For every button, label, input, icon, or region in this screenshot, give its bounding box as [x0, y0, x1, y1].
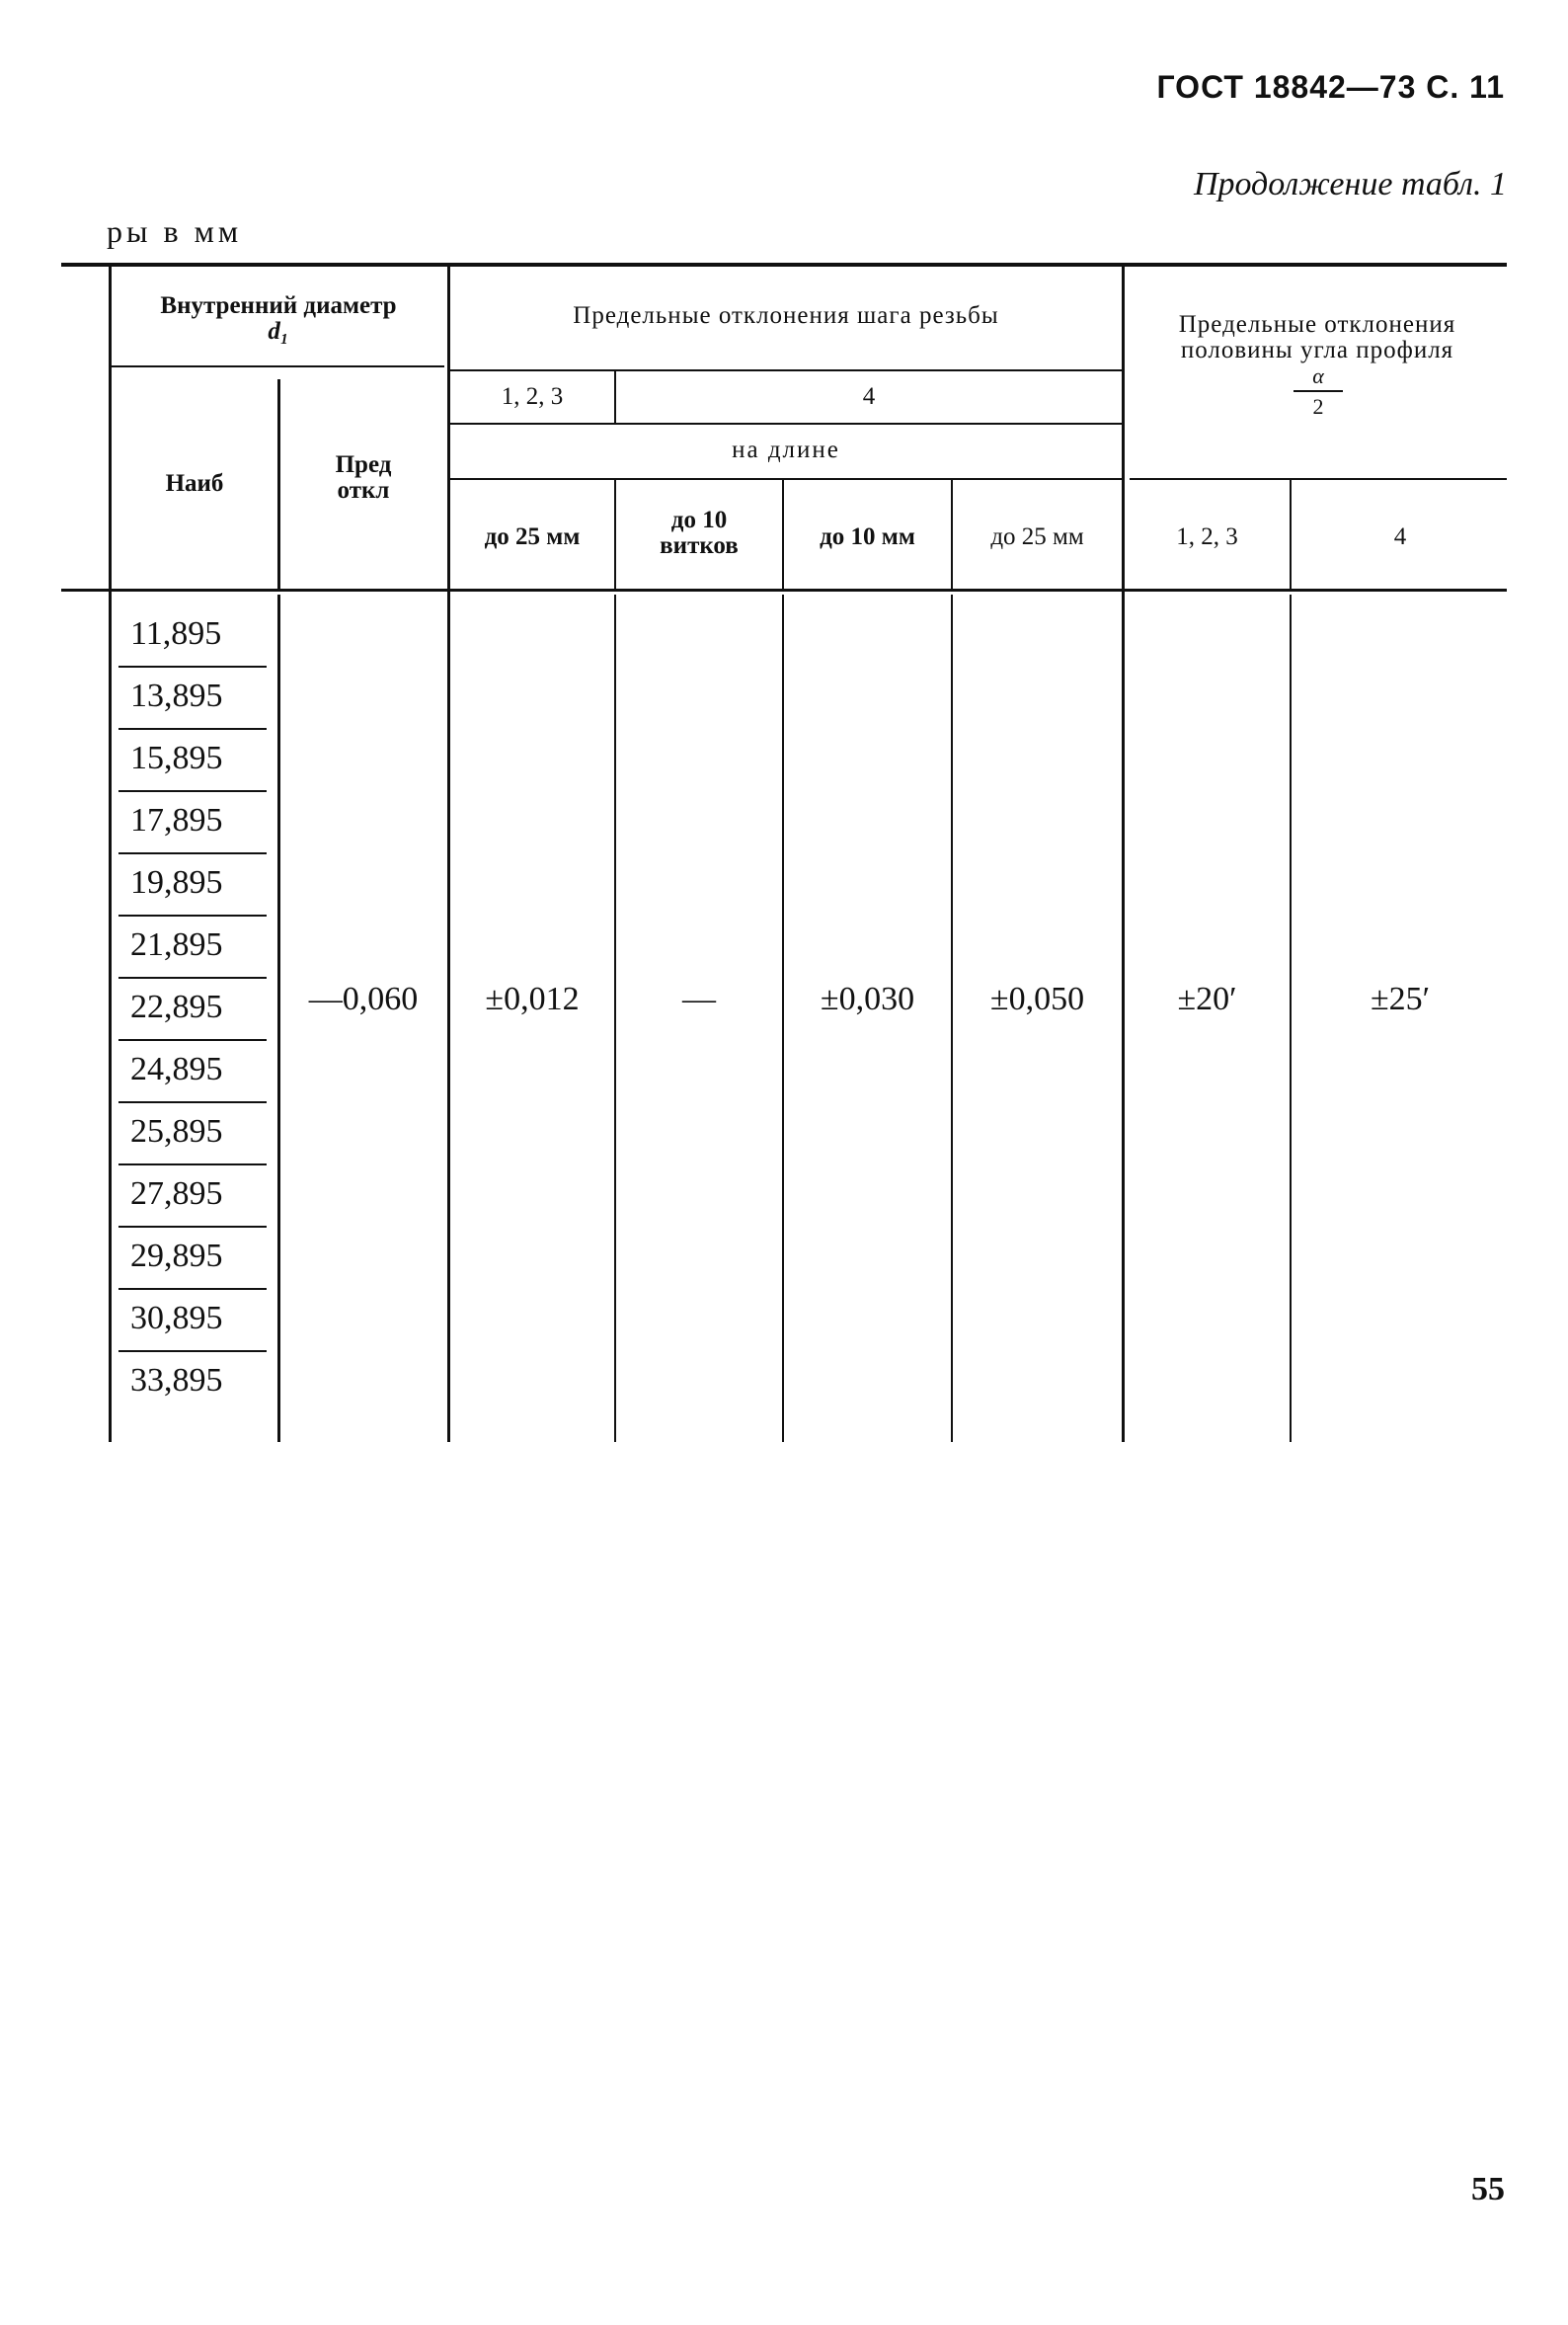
max-diameter-cell-rule	[118, 977, 267, 979]
max-diameter-cell: 19,895	[130, 864, 223, 901]
header-inner-diameter-symbol: d₁	[268, 318, 289, 345]
col-rule-left	[109, 267, 112, 1442]
header-rule-diameter	[111, 365, 444, 367]
header-rule-length	[450, 478, 1122, 480]
max-diameter-cell: 29,895	[130, 1238, 223, 1274]
max-diameter-cell: 21,895	[130, 926, 223, 963]
max-diameter-cell-rule	[118, 790, 267, 792]
header-angle-classes-123: 1, 2, 3	[1176, 523, 1238, 550]
header-on-length: на длине	[732, 437, 840, 463]
pitch-dev-25mm-123: ±0,012	[485, 981, 580, 1017]
header-pitch-deviation: Предельные отклонения шага резьбы	[573, 302, 999, 329]
max-diameter-cell-rule	[118, 1350, 267, 1352]
units-fragment: ры в мм	[107, 213, 243, 249]
header-rule-classes	[450, 423, 1122, 425]
max-diameter-cell: 13,895	[130, 678, 223, 714]
header-two: 2	[1312, 394, 1324, 419]
max-diameter-cell-rule	[118, 1226, 267, 1228]
header-alpha: α	[1312, 363, 1324, 388]
max-diameter-cell-rule	[118, 852, 267, 854]
header-inner-diameter: Внутренний диаметр	[160, 292, 397, 319]
table-continuation-label: Продолжение табл. 1	[1193, 166, 1507, 202]
max-diameter-cell: 22,895	[130, 989, 223, 1025]
header-len-10mm: до 10 мм	[820, 523, 915, 550]
max-diameter-cell: 11,895	[130, 615, 222, 652]
max-diameter-cell-rule	[118, 1288, 267, 1290]
header-alpha-fraction-bar	[1294, 390, 1343, 392]
header-rule-angle	[1130, 478, 1507, 480]
header-bottom-rule	[61, 589, 1507, 592]
max-diameter-cell: 15,895	[130, 740, 223, 776]
pitch-dev-25mm-4: ±0,050	[989, 981, 1085, 1017]
max-diameter-cell-rule	[118, 1163, 267, 1165]
max-diameter-cell: 27,895	[130, 1175, 223, 1212]
header-len-10-turns: до 10 витков	[660, 507, 739, 559]
angle-dev-4: ±25′	[1370, 981, 1431, 1017]
header-rule-pitch	[450, 369, 1122, 371]
pitch-dev-10turns-4: —	[682, 981, 716, 1017]
max-diameter-cell: 24,895	[130, 1051, 223, 1087]
header-len-25mm-a: до 25 мм	[484, 523, 581, 550]
max-diameter-cell: 17,895	[130, 802, 223, 839]
tolerance-value: —0,060	[308, 981, 419, 1017]
header-len-25mm-b: до 25 мм	[990, 523, 1084, 550]
header-max: Наиб	[165, 470, 224, 497]
col-rule-pitch-angle	[1122, 267, 1125, 1442]
max-diameter-cell-rule	[118, 1101, 267, 1103]
max-diameter-cell: 33,895	[130, 1362, 223, 1399]
header-pitch-classes-123: 1, 2, 3	[501, 383, 564, 410]
page-number: 55	[1471, 2171, 1505, 2207]
header-half-angle-deviation: Предельные отклонения половины угла профиля	[1178, 311, 1456, 363]
max-diameter-cell: 30,895	[130, 1300, 223, 1336]
header-pitch-class-4: 4	[862, 383, 876, 410]
max-diameter-cell-rule	[118, 728, 267, 730]
max-diameter-cell-rule	[118, 1039, 267, 1041]
angle-dev-123: ±20′	[1177, 981, 1237, 1017]
max-diameter-cell-rule	[118, 915, 267, 917]
header-tolerance: Пред откл	[335, 451, 392, 504]
max-diameter-cell: 25,895	[130, 1113, 223, 1150]
header-angle-class-4: 4	[1393, 523, 1407, 550]
pitch-dev-10mm-4: ±0,030	[820, 981, 915, 1017]
max-diameter-cell-rule	[118, 666, 267, 668]
document-title: ГОСТ 18842—73 С. 11	[1156, 69, 1505, 105]
table-top-rule	[61, 263, 1507, 267]
